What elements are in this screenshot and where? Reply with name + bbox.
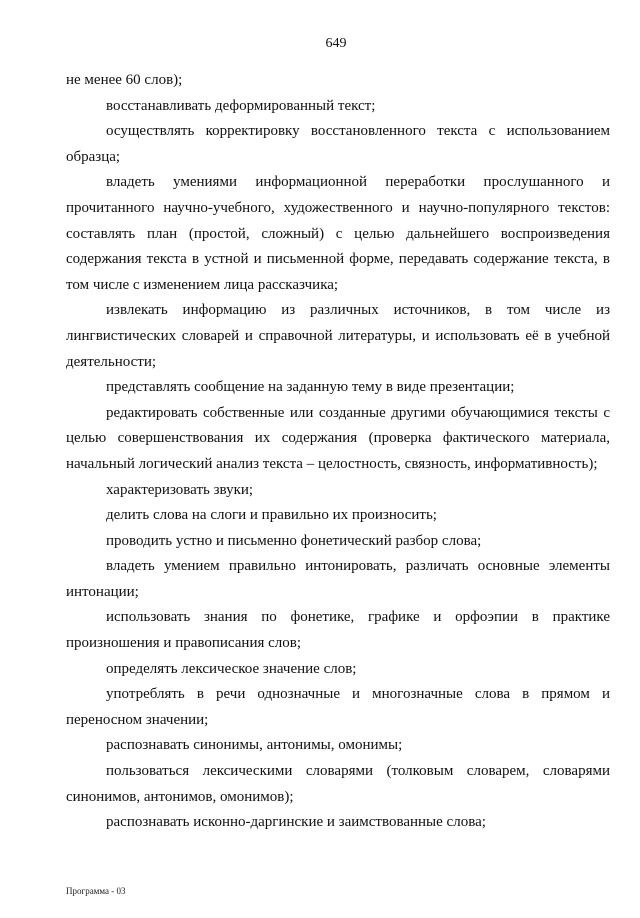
paragraph: делить слова на слоги и правильно их произносить; [106,507,437,524]
paragraph: распознавать синонимы, антонимы, омонимы; [106,737,403,754]
paragraph: употреблять в речи однозначные и многозначные слова в прямом и переносном значении; [66,686,610,728]
paragraph: владеть умениями информационной переработки прослушанного и прочитанного научно-учебного, художественного и научно-популярного текстов: составлять план (простой, сложный) с целью дальнейшего воспроизведения содержания текста в устной и письменной форме, передавать содержание текста, в том числе с изменением лица рассказчика; [66,174,610,293]
paragraph: проводить устно и письменно фонетический разбор слова; [106,532,482,549]
document-body [66,68,610,836]
paragraph: не менее 60 слов); [66,72,183,88]
paragraph: редактировать собственные или созданные другими обучающимися тексты с целью совершенствования их содержания (проверка фактического материала, начальный логический анализ текста – целостность, связность, информативность); [66,404,610,472]
paragraph: пользоваться лексическими словарями (толковым словарем, словарями синонимов, антонимов, омонимов); [66,763,610,805]
paragraph: владеть умением правильно интонировать, различать основные элементы интонации; [66,558,610,600]
paragraph: распознавать исконно-даргинские и заимствованные слова; [106,814,486,831]
paragraph: осуществлять корректировку восстановленного текста с использованием образца; [66,123,610,165]
page-number: 649 [325,36,347,51]
paragraph: извлекать информацию из различных источников, в том числе из лингвистических словарей и справочной литературы, и использовать её в учебной деятельности; [66,302,610,370]
paragraph: определять лексическое значение слов; [106,660,357,677]
paragraph: восстанавливать деформированный текст; [106,97,376,114]
paragraph: представлять сообщение на заданную тему в виде презентации; [106,379,515,396]
paragraph: характеризовать звуки; [106,481,254,498]
page-footer: Программа - 03 [66,886,126,896]
paragraph: использовать знания по фонетике, графике и орфоэпии в практике произношения и правописания слов; [66,609,610,652]
